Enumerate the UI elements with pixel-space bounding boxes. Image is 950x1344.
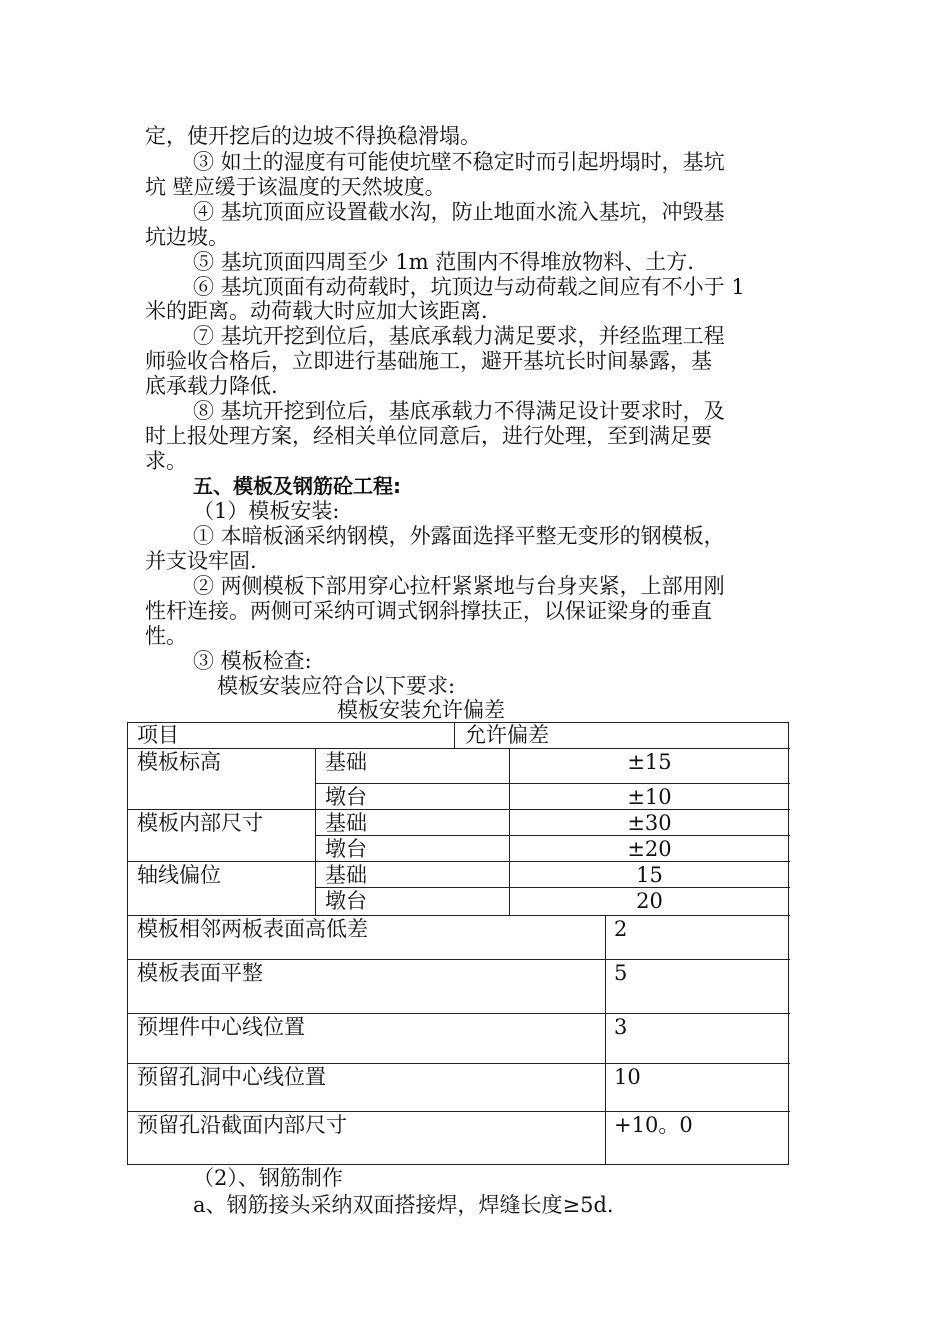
- paragraph-line: 坑 壁应缓于该温度的天然坡度。: [145, 175, 446, 199]
- table-cell-value: 10: [614, 1065, 641, 1089]
- paragraph-line: 底承载力降低.: [145, 374, 278, 398]
- table-rule: [315, 783, 790, 784]
- table-rule: [128, 1013, 790, 1014]
- table-cell-value: ±10: [627, 785, 672, 809]
- table-cell-value: 20: [636, 889, 663, 913]
- table-cell-item: 模板相邻两板表面高低差: [137, 917, 368, 941]
- paragraph-line: a、钢筋接头采纳双面搭接焊，焊缝长度≥5d.: [193, 1193, 614, 1217]
- table-cell-value: ±30: [627, 811, 672, 835]
- table-cell-item: 轴线偏位: [137, 863, 221, 887]
- table-cell-value: ±20: [627, 837, 672, 861]
- table-rule: [128, 861, 790, 862]
- tolerance-table: [127, 722, 789, 1165]
- table-rule: [128, 959, 790, 960]
- table-cell-item: 预留孔沿截面内部尺寸: [137, 1113, 347, 1137]
- paragraph-line: ③ 如土的湿度有可能使坑壁不稳定时而引起坍塌时，基坑: [193, 150, 725, 174]
- table-cell-sub: 墩台: [325, 837, 367, 861]
- subsection-heading: （2）、钢筋制作: [193, 1166, 343, 1190]
- section-heading: 五、模板及钢筋砼工程:: [193, 474, 401, 498]
- paragraph-line: 求。: [145, 449, 187, 473]
- table-rule: [128, 809, 790, 810]
- table-header-item: 项目: [137, 723, 179, 747]
- paragraph-line: 性。: [145, 624, 187, 648]
- table-cell-item: 预留孔洞中心线位置: [137, 1065, 326, 1089]
- table-cell-item: 模板标高: [137, 750, 221, 774]
- paragraph-line: 坑边坡。: [145, 225, 229, 249]
- table-rule: [315, 748, 316, 915]
- paragraph-line: 并支设牢固.: [145, 549, 257, 573]
- table-rule: [315, 835, 790, 836]
- paragraph-line: ⑧ 基坑开挖到位后，基底承载力不得满足设计要求时，及: [193, 399, 725, 423]
- table-cell-value: ±15: [627, 750, 672, 774]
- paragraph-line: ④ 基坑顶面应设置截水沟，防止地面水流入基坑，冲毁基: [193, 200, 725, 224]
- subsection-heading: （1）模板安装:: [193, 499, 340, 523]
- table-rule: [128, 1111, 790, 1112]
- paragraph-line: ② 两侧模板下部用穿心拉杆紧紧地与台身夹紧，上部用刚: [193, 574, 725, 598]
- table-cell-sub: 基础: [325, 811, 367, 835]
- table-cell-sub: 基础: [325, 750, 367, 774]
- table-cell-item: 模板内部尺寸: [137, 811, 263, 835]
- table-cell-sub: 墩台: [325, 785, 367, 809]
- paragraph-line: 师验收合格后，立即进行基础施工，避开基坑长时间暴露，基: [145, 349, 712, 373]
- table-caption: 模板安装允许偏差: [337, 698, 505, 722]
- table-cell-item: 预埋件中心线位置: [137, 1015, 305, 1039]
- table-cell-value: 2: [614, 917, 628, 941]
- paragraph-line: 模板安装应符合以下要求:: [217, 674, 456, 698]
- table-cell-item: 模板表面平整: [137, 961, 263, 985]
- paragraph-line: ⑦ 基坑开挖到位后，基底承载力满足要求，并经监理工程: [193, 324, 725, 348]
- table-cell-value: 3: [614, 1015, 628, 1039]
- table-header-tolerance: 允许偏差: [465, 723, 549, 747]
- table-cell-value: 15: [636, 863, 663, 887]
- table-rule: [128, 915, 790, 916]
- table-rule: [128, 1063, 790, 1064]
- table-cell-sub: 基础: [325, 863, 367, 887]
- paragraph-line: 米的距离。动荷载大时应加大该距离.: [145, 299, 488, 323]
- table-cell-value: +10。0: [614, 1113, 693, 1137]
- paragraph-line: ③ 模板检查:: [193, 649, 312, 673]
- table-rule: [128, 748, 790, 749]
- table-cell-sub: 墩台: [325, 889, 367, 913]
- paragraph-line: 定，使开挖后的边坡不得换稳滑塌。: [145, 124, 481, 148]
- table-rule: [605, 915, 606, 1165]
- paragraph-line: ⑥ 基坑顶面有动荷载时，坑顶边与动荷载之间应有不小于 1: [193, 275, 745, 299]
- table-rule: [454, 723, 455, 748]
- paragraph-line: ① 本暗板涵采纳钢模，外露面选择平整无变形的钢模板，: [193, 524, 725, 548]
- table-cell-value: 5: [614, 961, 628, 985]
- table-rule: [315, 887, 790, 888]
- paragraph-line: ⑤ 基坑顶面四周至少 1m 范围内不得堆放物料、土方.: [193, 250, 694, 274]
- paragraph-line: 性杆连接。两侧可采纳可调式钢斜撑扶正，以保证梁身的垂直: [145, 599, 712, 623]
- paragraph-line: 时上报处理方案，经相关单位同意后，进行处理，至到满足要: [145, 424, 712, 448]
